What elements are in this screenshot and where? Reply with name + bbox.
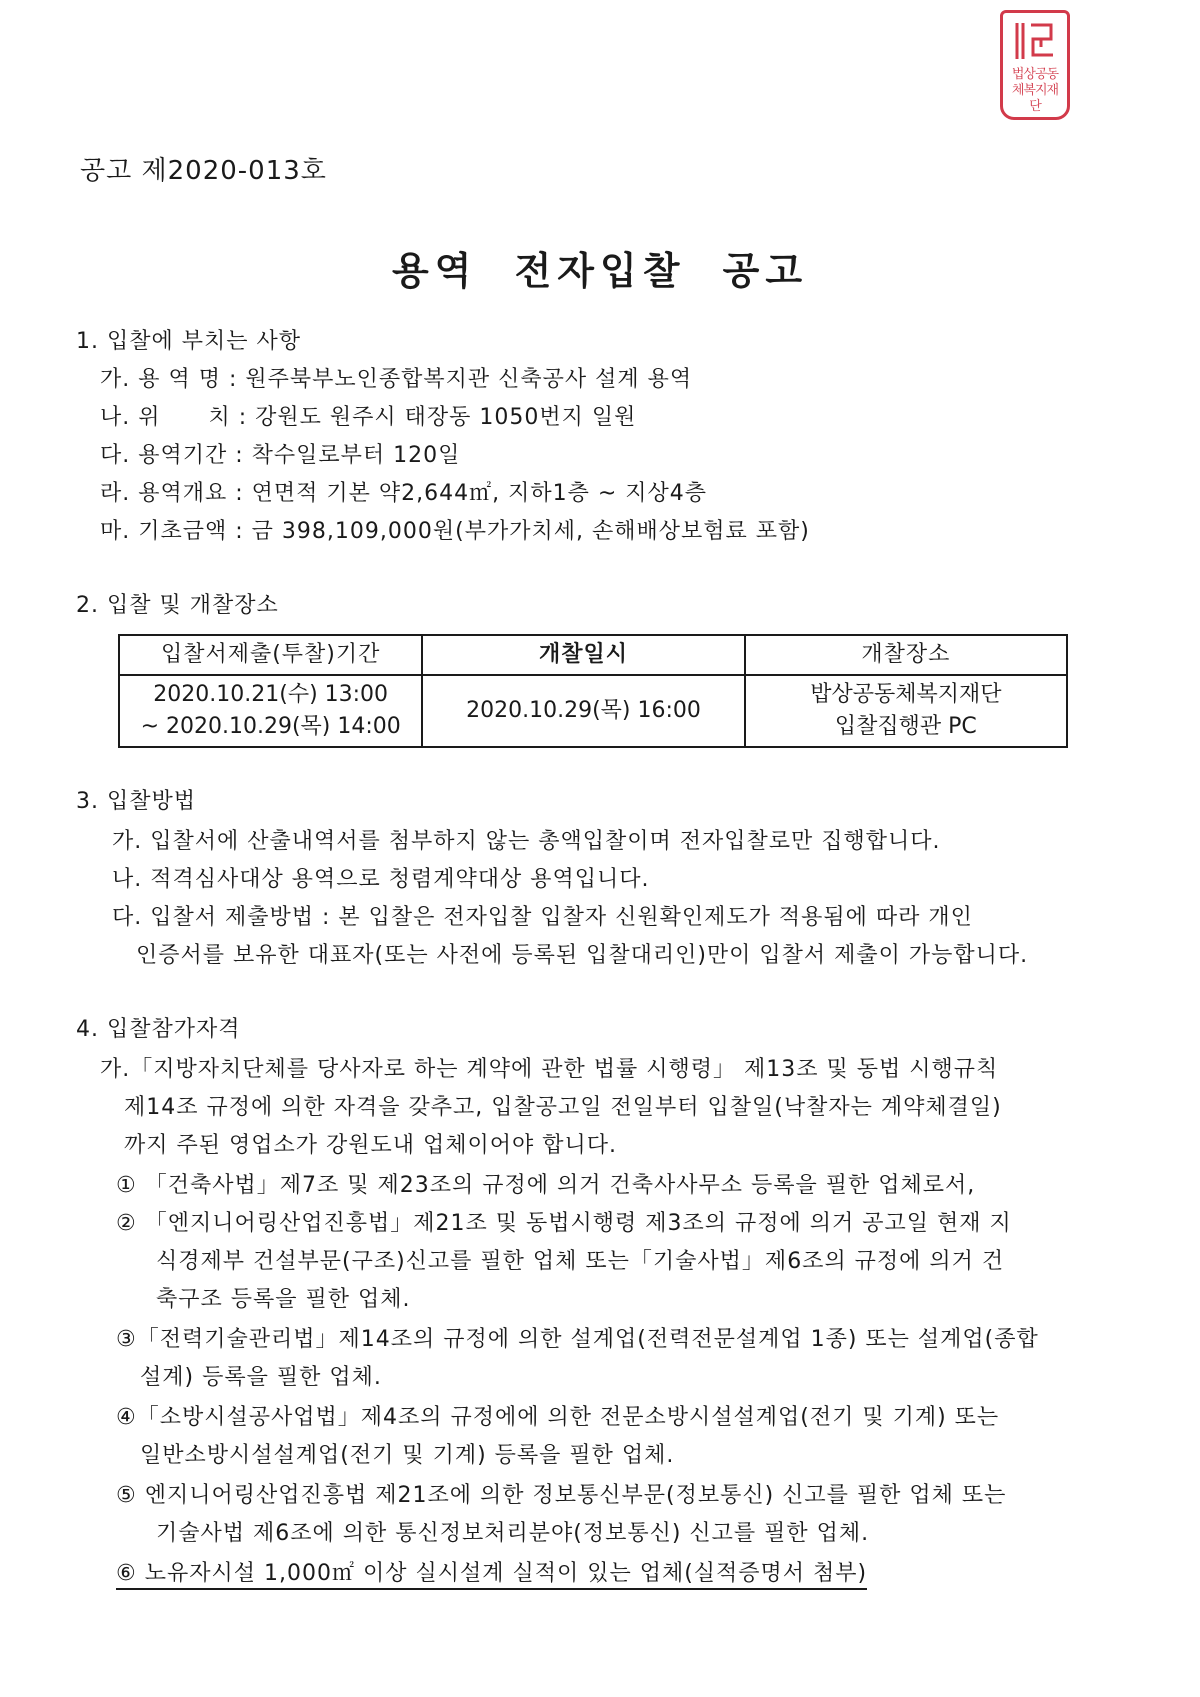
qualification-3-line1: ③「전력기술관리법」제14조의 규정에 의한 설계업(전력전문설계업 1종) 또는 설계업(종합 [116, 1327, 1039, 1352]
document-title: 용역 전자입찰 공고 [391, 249, 809, 293]
period-start: 2020.10.21(수) 13:00 [153, 682, 389, 707]
table-header-row [119, 635, 1067, 675]
section1-item-service-name [100, 362, 692, 393]
section2-heading: 2. 입찰 및 개찰장소 [76, 593, 279, 618]
qualification-2-line2: 식경제부 건설부문(구조)신고를 필한 업체 또는「기술사법」제6조의 규정에 의거 건 [156, 1249, 1005, 1274]
table-cell-submission-period [119, 675, 422, 747]
seal-text: 법상공동체복지재단 [1011, 67, 1059, 114]
item-value: 금 398,109,000원(부가가치세, 손해배상보험료 포함) [251, 519, 810, 544]
item-label: 나. 위 치 : [100, 405, 248, 430]
place-org: 밥상공동체복지재단 [810, 682, 1002, 707]
section3-item-c: 다. 입찰서 제출방법 : 본 입찰은 전자입찰 입찰자 신원확인제도가 적용됨에 따라 개인 [112, 905, 973, 930]
qualification-3-line2: 설계) 등록을 필한 업체. [140, 1365, 382, 1390]
table-cell-opening-datetime: 2020.10.29(목) 16:00 [422, 675, 744, 747]
section4-heading: 4. 입찰참가자격 [76, 1017, 241, 1042]
official-seal-stamp [1000, 10, 1070, 120]
section4-item-a-line1: 가.「지방자치단체를 당사자로 하는 계약에 관한 법률 시행령」 제13조 및 동법 시행규칙 [100, 1057, 999, 1082]
place-detail: 입찰집행관 PC [834, 714, 977, 739]
qualification-2-line1: ② 「엔지니어링산업진흥법」제21조 및 동법시행령 제3조의 규정에 의거 공고일 현재 지 [116, 1211, 1012, 1236]
section3-item-b: 나. 적격심사대상 용역으로 청렴계약대상 용역입니다. [112, 867, 650, 892]
section4-item-a-line3: 까지 주된 영업소가 강원도내 업체이어야 합니다. [124, 1133, 618, 1158]
item-label: 라. 용역개요 : [100, 481, 244, 506]
qualification-5-line1: ⑤ 엔지니어링산업진흥법 제21조에 의한 정보통신부문(정보통신) 신고를 필한 업체 또는 [116, 1483, 1007, 1508]
item-value: 착수일로부터 120일 [251, 443, 461, 468]
section3-item-a: 가. 입찰서에 산출내역서를 첨부하지 않는 총액입찰이며 전자입찰로만 집행합니다. [112, 829, 941, 854]
section1-item-base-amount [100, 514, 810, 545]
seal-logo-icon [1011, 19, 1061, 63]
bid-schedule-table [118, 634, 1068, 748]
section3-item-c-continued: 인증서를 보유한 대표자(또는 사전에 등록된 입찰대리인)만이 입찰서 제출이 가능합니다. [136, 943, 1029, 968]
qualification-5-line2: 기술사법 제6조에 의한 통신정보처리분야(정보통신) 신고를 필한 업체. [156, 1521, 870, 1546]
table-header-opening-datetime: 개찰일시 [422, 635, 744, 675]
section3-heading: 3. 입찰방법 [76, 789, 196, 814]
period-end: ~ 2020.10.29(목) 14:00 [140, 714, 401, 739]
item-value: 연면적 기본 약2,644㎡, 지하1층 ~ 지상4층 [251, 481, 708, 506]
qualification-2-line3: 축구조 등록을 필한 업체. [156, 1287, 411, 1312]
section1-heading: 1. 입찰에 부치는 사항 [76, 329, 301, 354]
item-label: 가. 용 역 명 : [100, 367, 238, 392]
qualification-1: ① 「건축사법」제7조 및 제23조의 규정에 의거 건축사사무소 등록을 필한 업체로서, [116, 1173, 976, 1198]
item-value: 원주북부노인종합복지관 신축공사 설계 용역 [245, 367, 693, 392]
qualification-4-line1: ④「소방시설공사업법」제4조의 규정에에 의한 전문소방시설설계업(전기 및 기계) 또는 [116, 1405, 1000, 1430]
qualification-4-line2: 일반소방시설설계업(전기 및 기계) 등록을 필한 업체. [140, 1443, 675, 1468]
table-row [119, 675, 1067, 747]
section1-item-location [100, 400, 636, 431]
qualification-6-text: ⑥ 노유자시설 1,000㎡ 이상 실시설계 실적이 있는 업체(실적증명서 첨부) [116, 1561, 867, 1590]
section4-item-a-line2: 제14조 규정에 의한 자격을 갖추고, 입찰공고일 전일부터 입찰일(낙찰자는 계약체결일) [124, 1095, 1002, 1120]
section1-item-overview [100, 476, 707, 507]
item-value: 강원도 원주시 태장동 1050번지 일원 [255, 405, 637, 430]
qualification-6 [116, 1556, 867, 1587]
notice-number: 공고 제2020-013호 [80, 156, 327, 186]
section1-item-period [100, 438, 460, 469]
item-label: 다. 용역기간 : [100, 443, 244, 468]
table-header-submission-period: 입찰서제출(투찰)기간 [119, 635, 422, 675]
table-cell-opening-place [745, 675, 1067, 747]
table-header-opening-place: 개찰장소 [745, 635, 1067, 675]
item-label: 마. 기초금액 : [100, 519, 244, 544]
